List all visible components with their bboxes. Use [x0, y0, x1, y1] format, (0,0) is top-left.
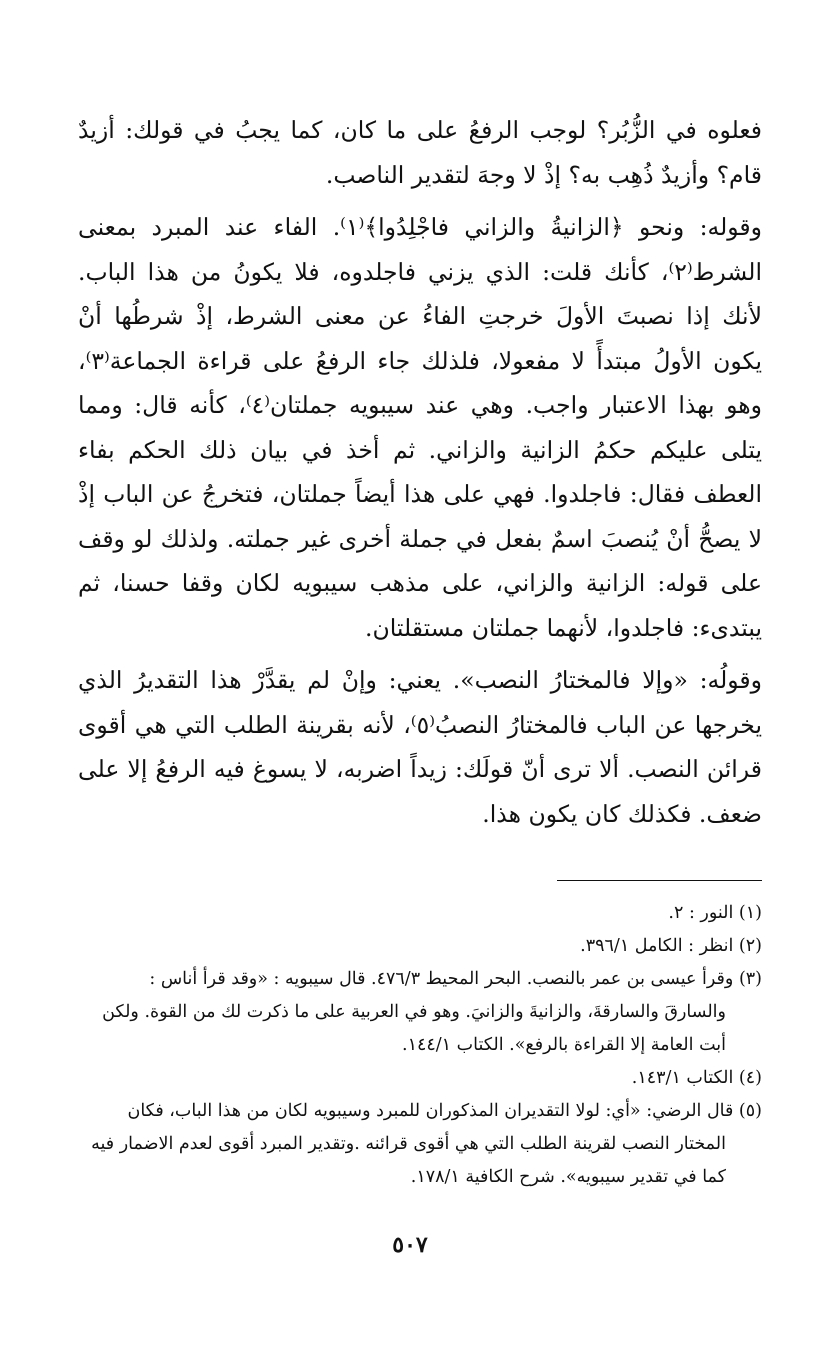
- paragraph: فعلوه في الزُّبُر؟ لوجب الرفعُ على ما كان، كما يجبُ في قولك: أزيدٌ قام؟ وأزيدٌ ذُهِب به؟ إذْ لا وجهَ لتقدير الناصب.: [78, 116, 762, 189]
- footnote-line: أبت العامة إلا القراءة بالرفع». الكتاب ١٤٤/١.: [402, 1035, 726, 1055]
- footnote-line: (٣) وقرأ عيسى بن عمر بالنصب. البحر المحيط ٤٧٦/٣. قال سيبويه : «وقد قرأ أناس :: [149, 969, 762, 989]
- footnote-5: [68, 1095, 762, 1194]
- footnote-2: [68, 930, 762, 963]
- footnote-1: [68, 897, 762, 930]
- main-text: [78, 108, 762, 836]
- paragraph: وقولُه: «وإلا فالمختارُ النصب». يعني: وإنْ لم يقدَّرْ هذا التقديرُ الذي يخرجها عن الباب فالمختارُ النصبُ⁽٥⁾، لأنه بقرينة الطلب التي هي أقوى قرائن النصب. ألا ترى أنّ قولَك: زيداً اضربه، لا يسوغ فيه الرفعُ إلا على ضعف. فكذلك كان يكون هذا.: [78, 666, 763, 828]
- footnote-line: والسارقَ والسارقةَ، والزانيةَ والزانيَ. وهو في العربية على ما ذكرت لك من القوة. ولكن: [102, 1002, 726, 1022]
- page-number: ٥٠٧: [392, 1232, 428, 1258]
- footnote-line: كما في تقدير سيبويه». شرح الكافية ١٧٨/١.: [410, 1167, 726, 1187]
- footnote-line: المختار النصب لقرينة الطلب التي هي أقوى قرائنه .وتقدير المبرد أقوى لعدم الاضمار فيه: [91, 1134, 726, 1154]
- footnote-3: [68, 963, 762, 1062]
- footnote-separator: [557, 880, 762, 881]
- footnote-line: (١) النور : ٢.: [668, 903, 762, 923]
- footnotes: [68, 897, 762, 1194]
- footnote-line: (٢) انظر : الكامل ٣٩٦/١.: [580, 936, 762, 956]
- footnote-line: (٥) قال الرضي: «أي: لولا التقديران المذكوران للمبرد وسيبويه لكان من هذا الباب، فكان: [127, 1101, 762, 1121]
- footnote-line: (٤) الكتاب ١٤٣/١.: [631, 1068, 762, 1088]
- footnote-4: [68, 1062, 762, 1095]
- paragraph: وقوله: ونحو ﴿الزانيةُ والزاني فاجْلِدُوا﴾⁽١⁾. الفاء عند المبرد بمعنى الشرط⁽٢⁾، كأنك قلت: الذي يزني فاجلدوه، فلا يكونُ من هذا الباب. لأنك إذا نصبتَ الأولَ خرجتِ الفاءُ عن معنى الشرط، إذْ شرطُها أنْ يكون الأولُ مبتدأً لا مفعولا، فلذلك جاء الرفعُ على قراءة الجماعة⁽٣⁾، وهو بهذا الاعتبار واجب. وهي عند سيبويه جملتان⁽٤⁾، كأنه قال: ومما يتلى عليكم حكمُ الزانية والزاني. ثم أخذ في بيان ذلك الحكم بفاء العطف فقال: فاجلدوا. فهي على هذا أيضاً جملتان، فتخرجُ عن الباب إذْ لا يصحُّ أنْ يُنصبَ اسمٌ بفعل في جملة أخرى غير جملته. ولذلك لو وقف على قوله: الزانية والزاني، على مذهب سيبويه لكان وقفا حسنا، ثم يبتدىء: فاجلدوا، لأنهما جملتان مستقلتان.: [78, 213, 763, 642]
